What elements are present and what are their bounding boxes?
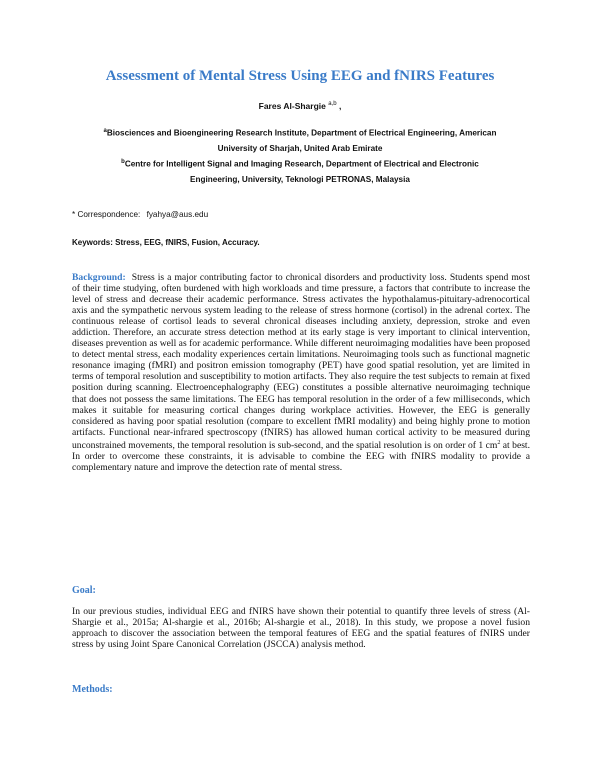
correspondence-label: * Correspondence:: [72, 210, 141, 219]
goal-paragraph: In our previous studies, individual EEG and fNIRS have shown their potential to quantify three levels of stress (Al-Shargie et al., 2015a; Al-shargie et al., 2016b; Al-shargie et al., 2018). In this study, we propose a novel fusion approach to discover the association between the temporal features of EEG and the spatial features of fNIRS under stress by using Joint Spare Canonical Correlation (JSCCA) analysis method.: [72, 606, 530, 651]
author-line: [70, 101, 530, 111]
author-affiliation-marks: a,b: [328, 101, 337, 108]
background-tail: at best. In order to overcome these constraints, it is advisable to combine the EEG with fNIRS modality to provide a complementary nature and improve the detection rate of mental stress.: [72, 439, 530, 473]
affiliation-a: [100, 124, 500, 156]
affiliation-a-line2: University of Sharjah, United Arab Emirate: [217, 143, 383, 153]
correspondence: [72, 210, 208, 219]
affiliation-b-line2: Engineering, University, Teknologi PETRONAS, Malaysia: [190, 174, 410, 184]
affiliation-b: [100, 155, 500, 187]
methods-heading: Methods:: [72, 684, 113, 695]
affiliation-a-mark: a: [103, 128, 107, 134]
background-superscript: 2: [497, 439, 501, 446]
keywords: Keywords: Stress, EEG, fNIRS, Fusion, Accuracy.: [72, 238, 260, 247]
background-paragraph: [72, 272, 530, 473]
affiliation-b-line1: Centre for Intelligent Signal and Imaging Research, Department of Electrical and Electronic: [124, 159, 479, 169]
background-text: Stress is a major contributing factor to chronical disorders and productivity loss. Students spend most of their time studying, often burdened with high workloads and time pressure, a factors that contribute to increase the level of stress and decrease their academic performance. Stress activates the hypothalamus-pituitary-adrenocortical axis and the sympathetic nervous system leading to the release of stress hormone (cortisol) in the adrenal cortex. The continuous release of cortisol leads to several chronical diseases including anxiety, depression, stroke and even addiction. Therefore, an accurate stress detection method at its early stage is very important to clinical intervention, diseases prevention as well as for academic performance. While different neuroimaging modalities have been proposed to detect mental stress, each modality experiences certain limitations. Neuroimaging tools such as functional magnetic resonance imaging (fMRI) and positron emission tomography (PET) have good spatial resolution, yet are limited in terms of temporal resolution and susceptibility to motion artifacts. They also require the test subjects to remain at fixed position during scanning. Electroencephalography (EEG) constitutes a possible alternative neuroimaging technique that does not possess the same limitations. The EEG has temporal resolution in the order of a few milliseconds, which makes it suitable for measuring cortical changes during workplace activities. However, the EEG is generally considered as having poor spatial resolution (compare to excellent fMRI modality) and being highly prone to motion artifacts. Functional near-infrared spectroscopy (fNIRS) has allowed human cortical activity to be measured during unconstrained movements, the temporal resolution is sub-second, and the spatial resolution is on order of 1 cm: [72, 272, 530, 451]
affiliation-b-mark: b: [121, 159, 125, 165]
author-suffix: ,: [338, 101, 342, 111]
background-heading: Background:: [72, 272, 126, 283]
affiliation-a-line1: Biosciences and Bioengineering Research Institute, Department of Electrical Engineering, American: [106, 128, 497, 138]
paper-title: Assessment of Mental Stress Using EEG and fNIRS Features: [105, 68, 495, 84]
correspondence-email[interactable]: fyahya@aus.edu: [146, 210, 209, 219]
goal-heading: Goal:: [72, 585, 96, 596]
author-name: Fares Al-Shargie: [258, 101, 326, 111]
